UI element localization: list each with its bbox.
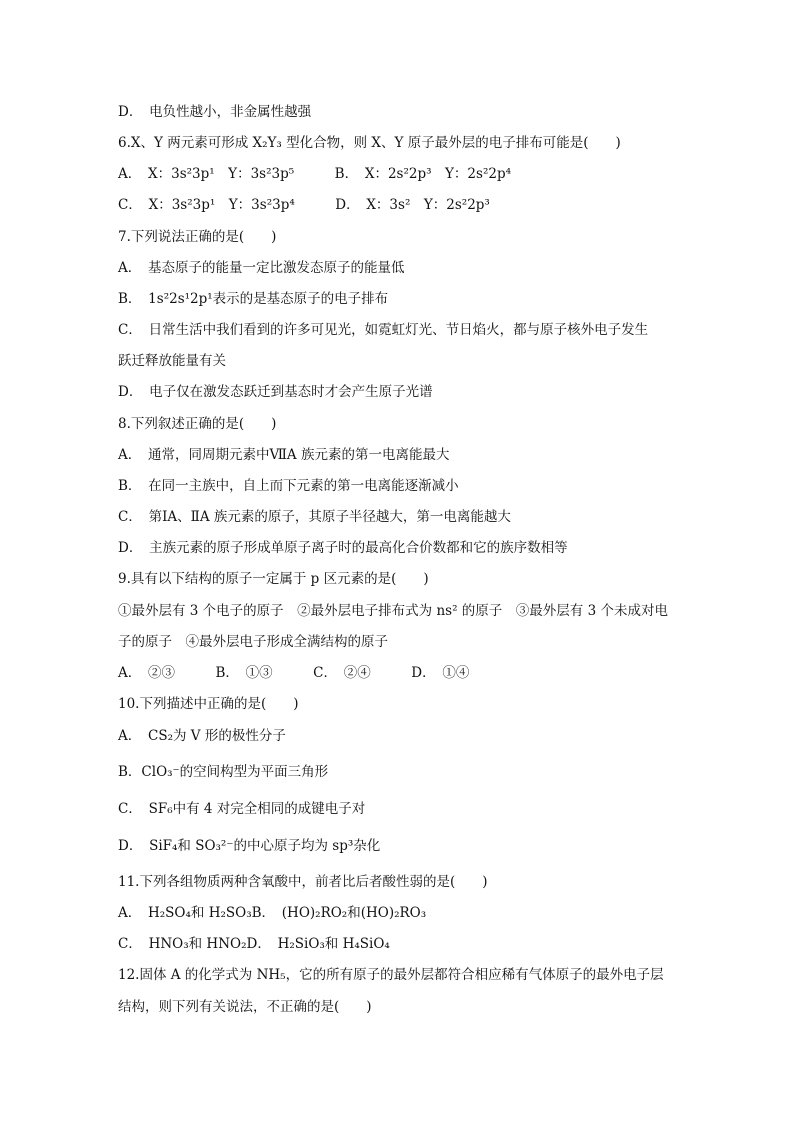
question-10-option-c: C． SF₆中有 4 对完全相同的成键电子对 xyxy=(118,801,366,817)
question-12: 12.固体 A 的化学式为 NH₅，它的所有原子的最外层都符合相应稀有气体原子的最外电子层 xyxy=(118,967,664,983)
question-10-option-b: B．ClO₃⁻的空间构型为平面三角形 xyxy=(118,764,329,780)
question-10-option-d: D． SiF₄和 SO₃²⁻的中心原子均为 sp³杂化 xyxy=(118,838,381,854)
question-6-options-ab: A． X：3s²3p¹ Y：3s²3p⁵ B． X：2s²2p³ Y：2s²2p⁴ xyxy=(118,166,512,182)
question-11-options-ab: A． H₂SO₄和 H₂SO₃B． (HO)₂RO₂和(HO)₂RO₃ xyxy=(118,905,427,921)
question-11-options-cd: C． HNO₃和 HNO₂D． H₂SiO₃和 H₄SiO₄ xyxy=(118,936,390,952)
question-11: 11.下列各组物质两种含氧酸中，前者比后者酸性弱的是( ) xyxy=(118,874,488,890)
question-8: 8.下列叙述正确的是( ) xyxy=(118,416,277,432)
question-10: 10.下列描述中正确的是( ) xyxy=(118,696,299,712)
question-6: 6.X、Y 两元素可形成 X₂Y₃ 型化合物，则 X、Y 原子最外层的电子排布可能是( ) xyxy=(118,135,621,151)
question-7-option-c: C． 日常生活中我们看到的许多可见光，如霓虹灯光、节日焰火，都与原子核外电子发生 xyxy=(118,322,649,338)
question-9: 9.具有以下结构的原子一定属于 p 区元素的是( ) xyxy=(118,571,429,587)
question-8-option-c: C． 第ⅠA、ⅡA 族元素的原子，其原子半径越大，第一电离能越大 xyxy=(118,509,511,525)
question-9-options: A． ②③ B． ①③ C． ②④ D． ①④ xyxy=(118,665,470,681)
question-7-option-b: B． 1s²2s¹2p¹表示的是基态原子的电子排布 xyxy=(118,291,389,307)
question-8-option-d: D． 主族元素的原子形成单原子离子时的最高化合价数都和它的族序数相等 xyxy=(118,540,568,556)
question-10-option-a: A． CS₂为 V 形的极性分子 xyxy=(118,728,286,744)
question-7: 7.下列说法正确的是( ) xyxy=(118,229,277,245)
question-6-options-cd: C． X：3s²3p¹ Y：3s²3p⁴ D． X：3s² Y：2s²2p³ xyxy=(118,197,490,213)
option-5d: D． 电负性越小，非金属性越强 xyxy=(118,104,312,120)
question-8-option-a: A． 通常，同周期元素中ⅦA 族元素的第一电离能最大 xyxy=(118,447,450,463)
question-8-option-b: B． 在同一主族中，自上而下元素的第一电离能逐渐减小 xyxy=(118,478,459,494)
question-9-items-cont: 子的原子 ④最外层电子形成全满结构的原子 xyxy=(118,634,388,650)
question-7-option-d: D． 电子仅在激发态跃迁到基态时才会产生原子光谱 xyxy=(118,384,433,400)
question-7-option-c-cont: 跃迁释放能量有关 xyxy=(118,353,226,369)
question-9-items: ①最外层有 3 个电子的原子 ②最外层电子排布式为 ns² 的原子 ③最外层有 3 个未成对电 xyxy=(118,603,668,619)
question-12-cont: 结构，则下列有关说法，不正确的是( ) xyxy=(118,999,372,1015)
question-7-option-a: A． 基态原子的能量一定比激发态原子的能量低 xyxy=(118,260,405,276)
